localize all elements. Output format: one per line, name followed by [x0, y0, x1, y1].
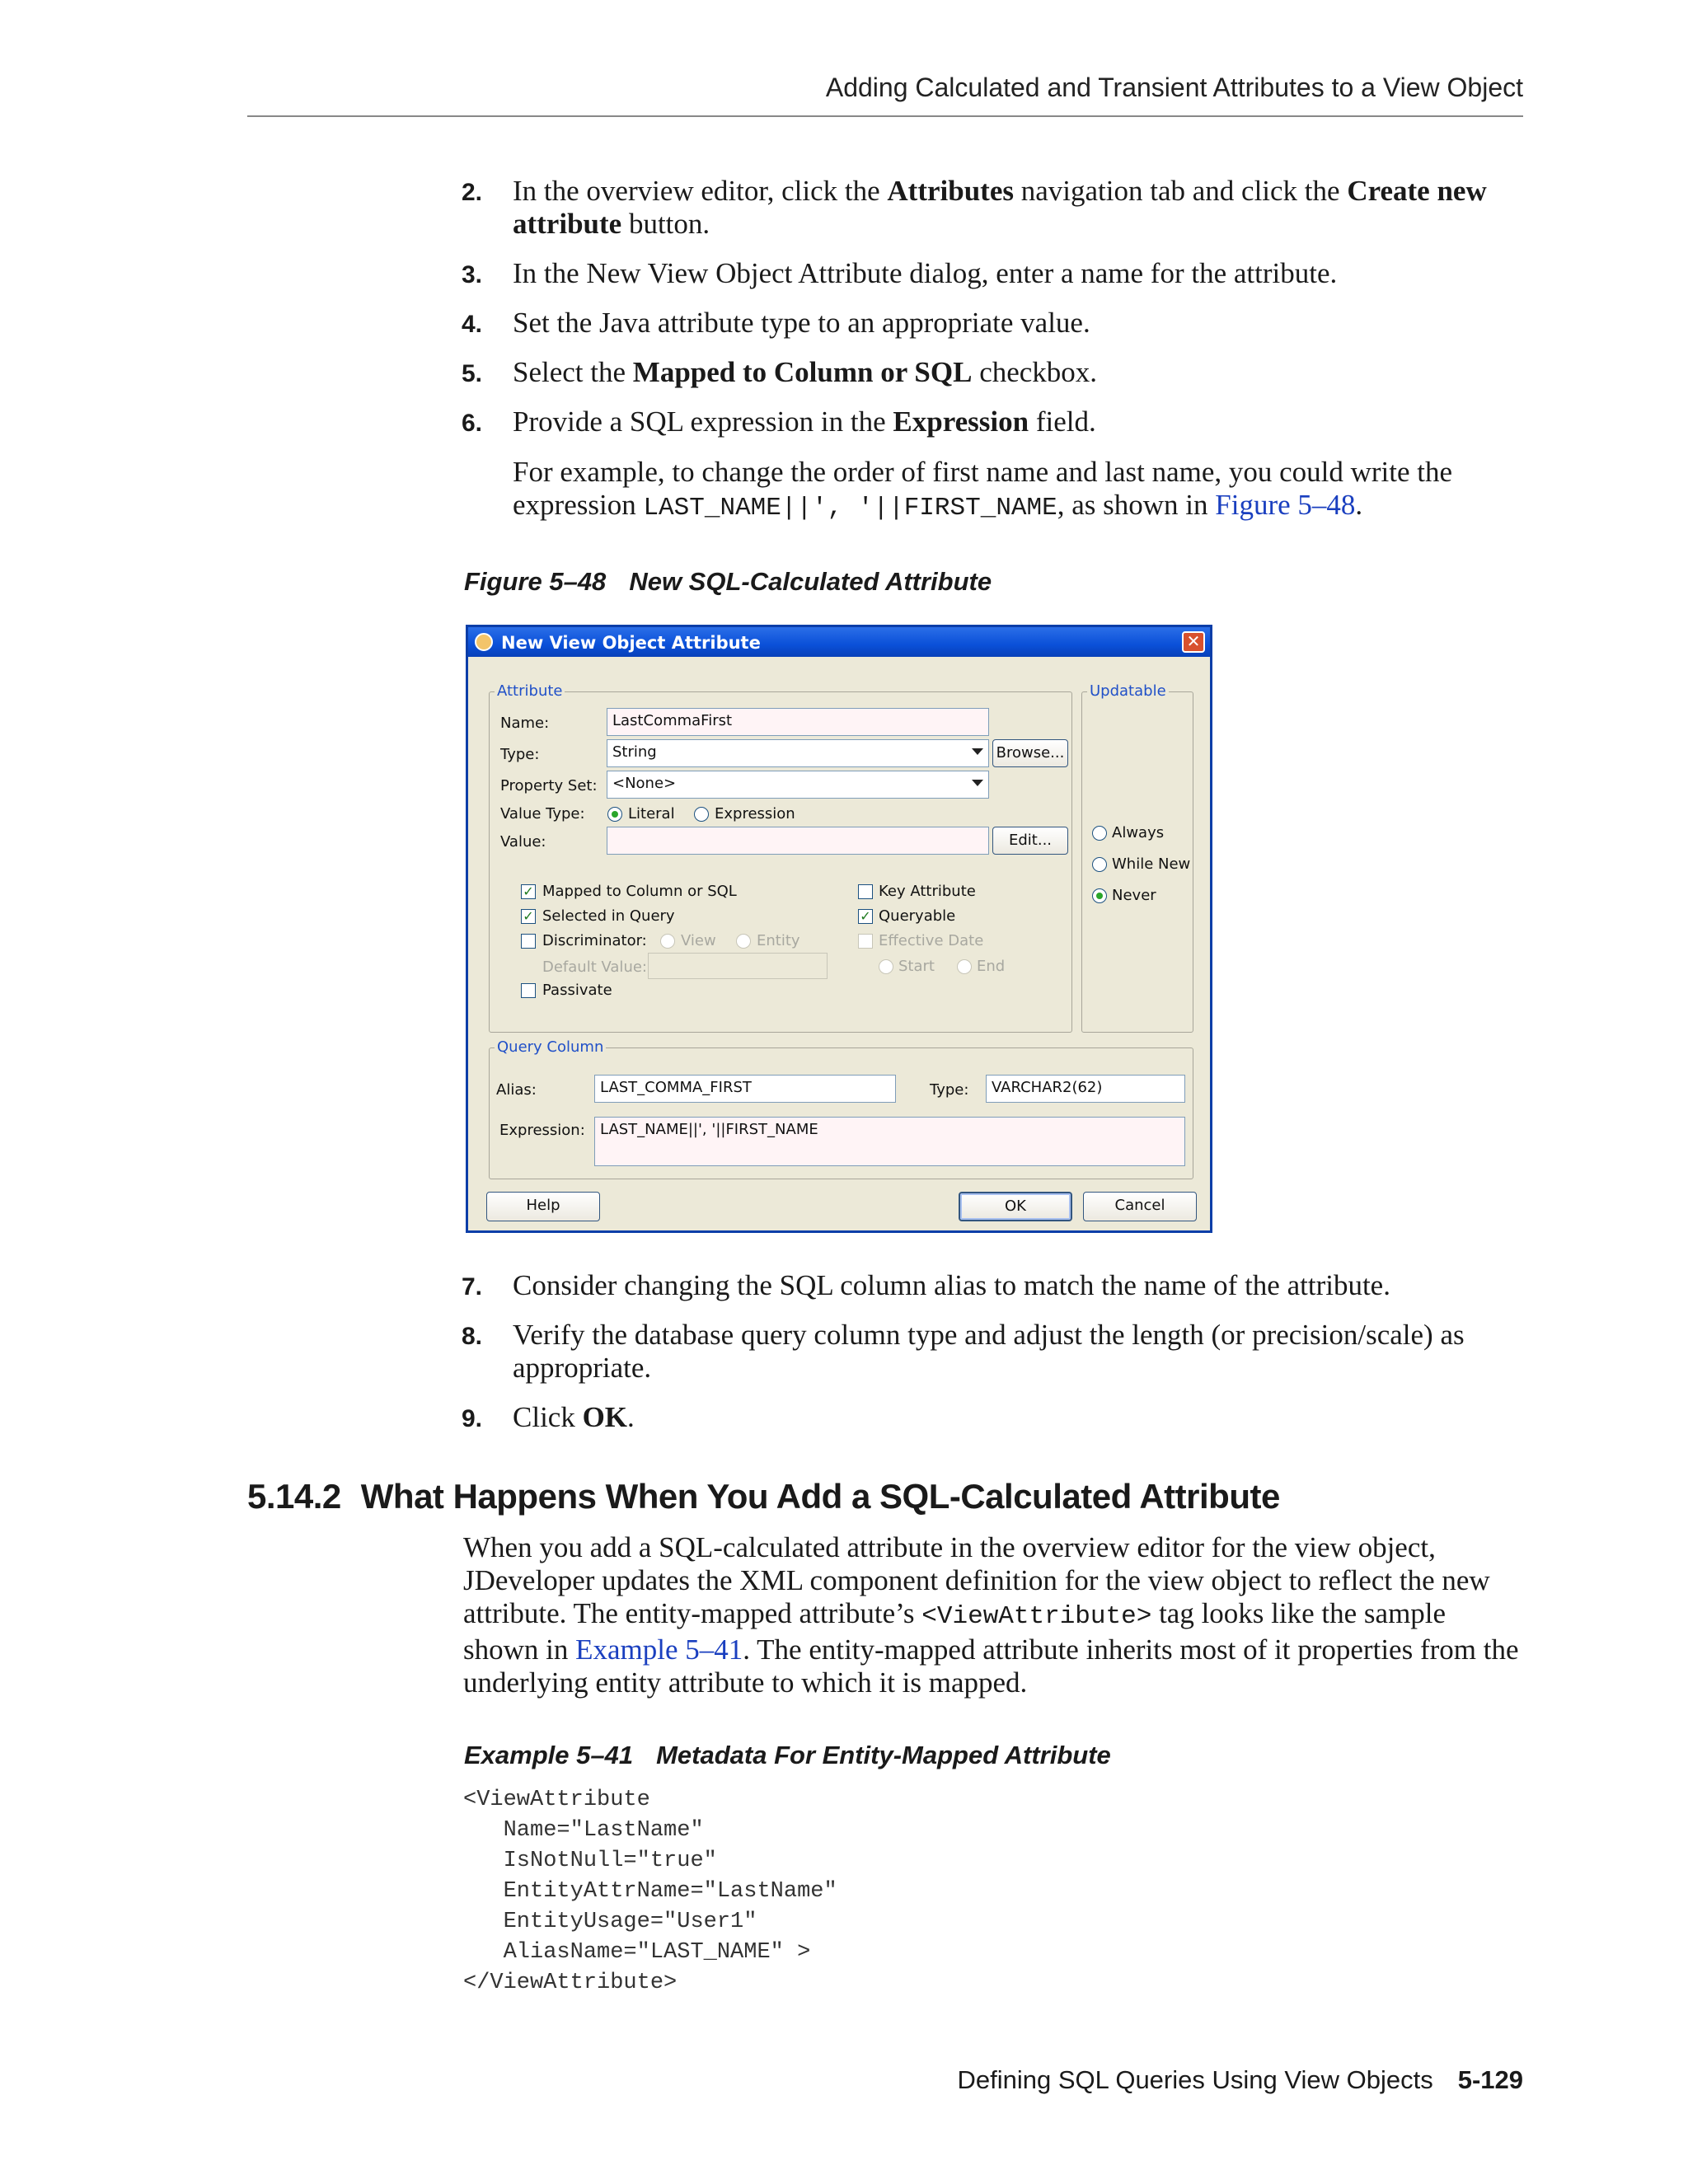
end-label: End [977, 958, 1006, 975]
type-label: Type: [500, 746, 540, 763]
start-radio[interactable] [879, 959, 893, 974]
help-button[interactable]: Help [486, 1192, 600, 1221]
example-caption: Example 5–41 Metadata For Entity-Mapped Attribute [464, 1741, 1111, 1769]
step-6-example: For example, to change the order of first name and last name, you could write the expression LAST_NAME||', '||FIRST_NAME, as shown in Figure 5–48. [513, 456, 1453, 523]
step-4: 4. Set the Java attribute type to an appropriate value. [462, 307, 1090, 339]
app-icon [475, 633, 493, 651]
step-7: 7. Consider changing the SQL column alias to match the name of the attribute. [462, 1269, 1390, 1301]
section-paragraph: When you add a SQL-calculated attribute in the overview editor for the view object, JDeveloper updates the XML component definition for the view object to reflect the new attribute. The entity-mapped attribute’s <ViewAttribute> tag looks like the sample shown in Example 5–41. The entity-mapped attribute inherits most of it properties from the underlying entity attribute to which it is mapped. [463, 1531, 1519, 1699]
name-label: Name: [500, 715, 550, 732]
passivate-label: Passivate [542, 982, 612, 999]
expression-radio[interactable] [694, 807, 709, 822]
queryable-checkbox[interactable]: ✓ [858, 909, 873, 924]
new-view-object-attribute-dialog [466, 625, 1212, 1233]
entity-radio[interactable] [736, 934, 751, 949]
discriminator-checkbox[interactable] [521, 934, 536, 949]
figure-link[interactable]: Figure 5–48 [1215, 489, 1356, 521]
page-number: 5-129 [1457, 2065, 1523, 2094]
cancel-button[interactable]: Cancel [1083, 1192, 1197, 1221]
selected-in-query-checkbox[interactable]: ✓ [521, 909, 536, 924]
key-attribute-checkbox[interactable] [858, 884, 873, 899]
alias-label: Alias: [496, 1081, 537, 1099]
page-footer: Defining SQL Queries Using View Objects 5-129 [957, 2065, 1523, 2094]
type-combo[interactable]: String [607, 739, 989, 767]
view-radio[interactable] [660, 934, 675, 949]
never-radio[interactable] [1092, 888, 1107, 903]
ok-button[interactable]: OK [959, 1192, 1072, 1221]
expression-label: Expression: [499, 1122, 585, 1139]
always-label: Always [1112, 824, 1165, 841]
figure-caption: Figure 5–48 New SQL-Calculated Attribute [464, 567, 992, 596]
step-6: 6. Provide a SQL expression in the Expression field. [462, 405, 1096, 438]
effective-date-checkbox[interactable] [858, 934, 873, 949]
browse-button[interactable]: Browse... [992, 739, 1068, 767]
close-button[interactable]: ✕ [1182, 631, 1205, 653]
start-label: Start [898, 958, 935, 975]
edit-button[interactable]: Edit... [992, 827, 1068, 855]
queryable-label: Queryable [879, 907, 956, 925]
query-column-group: Query Column [489, 1047, 1193, 1179]
attribute-group: Attribute [489, 691, 1072, 1033]
view-label: View [681, 932, 716, 949]
step-9: 9. Click OK. [462, 1401, 635, 1433]
step-3: 3. In the New View Object Attribute dialog, enter a name for the attribute. [462, 257, 1338, 289]
running-header: Adding Calculated and Transient Attributes to a View Object [825, 73, 1523, 102]
dialog-titlebar [468, 627, 1210, 657]
step-5: 5. Select the Mapped to Column or SQL checkbox. [462, 356, 1098, 388]
never-label: Never [1112, 887, 1156, 904]
default-value-field[interactable] [648, 953, 828, 979]
entity-label: Entity [757, 932, 800, 949]
effective-date-label: Effective Date [879, 932, 984, 949]
value-label: Value: [500, 833, 546, 851]
default-value-label: Default Value: [542, 958, 647, 976]
literal-label: Literal [628, 805, 675, 823]
example-link[interactable]: Example 5–41 [575, 1633, 743, 1666]
passivate-checkbox[interactable] [521, 983, 536, 998]
section-heading: 5.14.2 What Happens When You Add a SQL-Calculated Attribute [247, 1477, 1280, 1516]
header-rule [247, 115, 1523, 117]
updatable-group: Updatable [1081, 691, 1193, 1033]
literal-radio[interactable] [607, 807, 622, 822]
dialog-title: New View Object Attribute [501, 633, 761, 653]
chevron-down-icon [972, 748, 983, 755]
query-type-field[interactable]: VARCHAR2(62) [986, 1075, 1185, 1103]
while-new-radio[interactable] [1092, 857, 1107, 872]
end-radio[interactable] [957, 959, 972, 974]
always-radio[interactable] [1092, 826, 1107, 841]
key-attribute-label: Key Attribute [879, 883, 976, 900]
mapped-label: Mapped to Column or SQL [542, 883, 737, 900]
alias-field[interactable]: LAST_COMMA_FIRST [594, 1075, 896, 1103]
name-field[interactable]: LastCommaFirst [607, 708, 989, 736]
value-field[interactable] [607, 827, 989, 855]
chevron-down-icon [972, 780, 983, 786]
while-new-label: While New [1112, 855, 1191, 873]
discriminator-label: Discriminator: [542, 932, 647, 949]
expression-field[interactable]: LAST_NAME||', '||FIRST_NAME [594, 1117, 1185, 1166]
property-set-combo[interactable]: <None> [607, 771, 989, 799]
query-type-label: Type: [930, 1081, 969, 1099]
expression-option-label: Expression [715, 805, 795, 823]
step-2: 2. In the overview editor, click the Attributes navigation tab and click the Create new attribute button. [462, 175, 1487, 240]
step-8: 8. Verify the database query column type and adjust the length (or precision/scale) as appropriate. [462, 1319, 1465, 1384]
selected-in-query-label: Selected in Query [542, 907, 675, 925]
code-example: <ViewAttribute Name="LastName" IsNotNull="true" EntityAttrName="LastName" EntityUsage="User1" AliasName="LAST_NAME" > </ViewAttribute> [463, 1788, 837, 1995]
value-type-label: Value Type: [500, 805, 585, 823]
mapped-checkbox[interactable]: ✓ [521, 884, 536, 899]
property-set-label: Property Set: [500, 777, 598, 794]
